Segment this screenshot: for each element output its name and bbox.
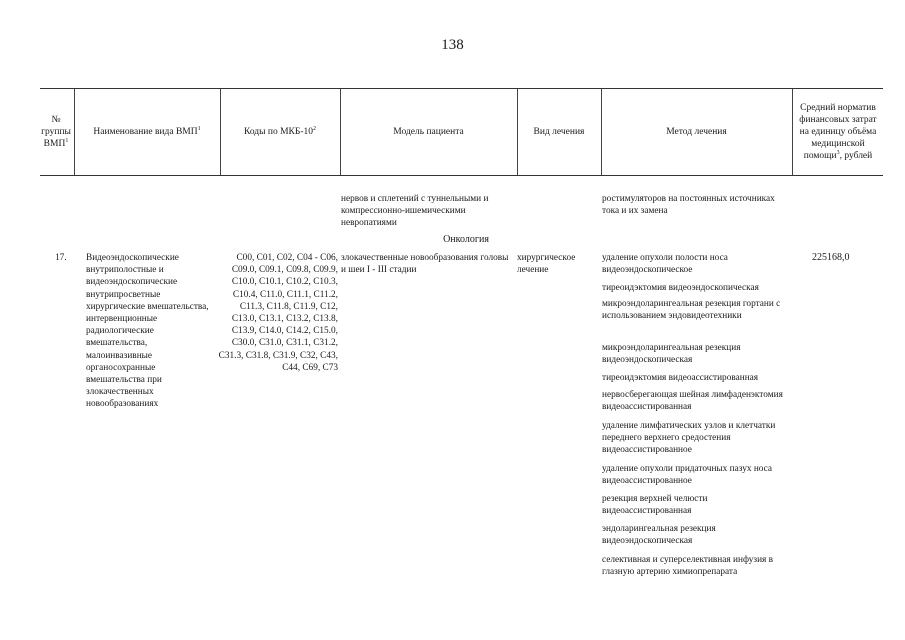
continuation-model: нервов и сплетений с туннельными и компрессионно-ишемическими невропатиями (341, 194, 489, 229)
row-number: 17. (55, 253, 67, 263)
method-item: резекция верхней челюсти видеоассистированная (602, 494, 708, 517)
row-treatment-type: хирургическое лечение (517, 253, 576, 276)
header-name: Наименование вида ВМП$^1$ (93, 125, 201, 137)
method-item: удаление опухоли полости носа видеоэндоскопическое (602, 253, 728, 276)
header-model: Модель пациента (393, 127, 464, 137)
header-cost: Средний норматив финансовых затрат на единицу объёма медицинской помощи$^3$, рублей (799, 103, 877, 161)
header-method: Метод лечения (666, 127, 727, 137)
header-codes: Коды по МКБ-$10^2$ (243, 125, 317, 137)
header-group-no (40, 89, 72, 175)
method-item: селективная и суперселективная инфузия в глазную артерию химиопрепарата (602, 555, 774, 578)
continuation-method: ростимуляторов на постоянных источниках тока и их замена (602, 194, 775, 217)
row-codes: C00, C01, C02, C04 - C06, C09.0, C09.1, C09.8, C09.9, C10.0, C10.1, C10.2, C10.3, C10.4, C11.0, C11.1, C11.2, C11.3, C11.8, C11.9, C12, C13.0, C13.1, C13.2, C13.8, C13.9, C14.0, C14.2, C15.0, C30.0, C31.0, C31.1, C31.2, C31.3, C31.8, C31.9, C32, C43, C44, C69, C73 (218, 253, 338, 373)
method-item: нервосберегающая шейная лимфаденэктомия видеоассистированная (602, 390, 783, 413)
section-title: Онкология (443, 234, 489, 245)
page-number: 138 (441, 37, 464, 53)
row-cost: 225168,0 (812, 252, 850, 263)
method-item: тиреоидэктомия видеоассистированная (602, 373, 759, 383)
method-item: микроэндоларингеальная резекция гортани с использованием эндовидеотехники (602, 299, 781, 322)
method-item: микроэндоларингеальная резекция видеоэндоскопическая (602, 343, 741, 366)
header-group-no-text: № группы ВМП$^1$ (41, 115, 71, 149)
method-item: тиреоидэктомия видеоэндоскопическая (602, 283, 759, 293)
table-header (40, 88, 883, 176)
method-item: удаление опухоли придаточных пазух носа видеоассистированное (602, 464, 773, 487)
row-model: злокачественные новообразования головы и шеи I - III стадии (341, 253, 509, 276)
row-name: Видеоэндоскопические внутриполостные и видеоэндоскопические внутрипросветные хирургические вмешательства, интервенционные радиологические вмешательства, малоинвазивные органосохранные вмешательства при злокачественных новообразованиях (86, 253, 209, 410)
method-item: эндоларингеальная резекция видеоэндоскопическая (602, 524, 716, 547)
method-item: удаление лимфатических узлов и клетчатки переднего верхнего средостения видеоассистированное (602, 421, 776, 456)
header-treatment-type: Вид лечения (533, 127, 585, 137)
